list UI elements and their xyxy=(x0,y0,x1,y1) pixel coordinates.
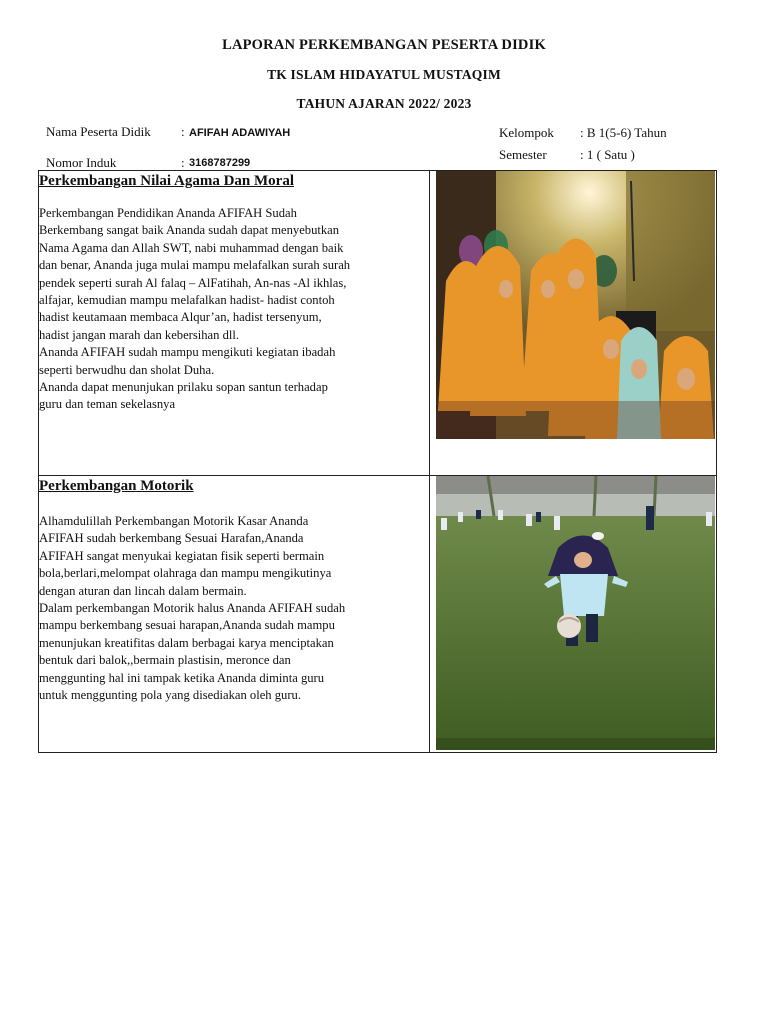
student-name-sep: : xyxy=(181,124,185,139)
motoric-body: Alhamdulillah Perkembangan Motorik Kasar Ananda AFIFAH sudah berkembang Sesuai Harafan,Ananda AFIFAH sangat menyukai kegiatan fisik seperti bermain bola,berlari,melompat olahraga dan mampu mengikutinya dengan aturan dan lincah dalam bermain. Dalam perkembangan Motorik halus Ananda AFIFAH sudah mampu berkembang sesuai harapan,Ananda sudah mampu menunjukan kreatifitas dalam berbagai karya menciptakan bentuk dari balok,,bermain plastisin, meronce dan menggunting hal ini tampak ketika Ananda diminta guru untuk menggunting pola yang disediakan oleh guru. xyxy=(39,514,346,703)
semester-value: : 1 ( Satu ) xyxy=(580,147,635,162)
group-label: Kelompok xyxy=(499,125,554,140)
academic-year: TAHUN AJARAN 2022/ 2023 xyxy=(296,96,472,111)
section-row-religious-moral xyxy=(39,171,717,476)
children-praying-photo xyxy=(436,171,715,439)
motoric-text-cell xyxy=(39,476,430,753)
motoric-photo-cell xyxy=(430,476,717,753)
development-report-table xyxy=(38,170,717,753)
report-title: LAPORAN PERKEMBANGAN PESERTA DIDIK xyxy=(222,37,546,53)
section-row-motoric xyxy=(39,476,717,753)
student-id-label: Nomor Induk xyxy=(46,155,117,170)
student-id-value: 3168787299 xyxy=(189,157,251,169)
student-id-sep: : xyxy=(181,155,185,170)
religious-moral-body: Perkembangan Pendidikan Ananda AFIFAH Sudah Berkembang sangat baik Ananda sudah dapat menyebutkan Nama Agama dan Allah SWT, nabi muhammad dengan baik dan benar, Ananda juga mulai mampu melafalkan surah surah pendek seperti surah Al falaq – AlFatihah, An-nas -Al ikhlas, alfajar, kemudian mampu melafalkan hadist- hadist contoh hadist keutamaan membaca Alqur’an, hadist tersenyum, hadist jangan marah dan kebersihan dll. Ananda AFIFAH sudah mampu mengikuti kegiatan ibadah seperti berwudhu dan sholat Duha. Ananda dapat menunjukan prilaku sopan santun terhadap guru dan teman sekelasnya xyxy=(39,206,351,412)
group-value: : B 1(5-6) Tahun xyxy=(580,125,667,140)
religious-moral-text-cell xyxy=(39,171,430,476)
child-playing-football-photo xyxy=(436,476,715,750)
student-name-label: Nama Peserta Didik xyxy=(46,124,151,139)
motoric-heading: Perkembangan Motorik xyxy=(39,478,194,494)
school-name: TK ISLAM HIDAYATUL MUSTAQIM xyxy=(267,67,501,82)
religious-moral-heading: Perkembangan Nilai Agama Dan Moral xyxy=(39,173,294,189)
religious-moral-photo-cell xyxy=(430,171,717,476)
semester-label: Semester xyxy=(499,147,547,162)
student-name-value: AFIFAH ADAWIYAH xyxy=(189,127,291,139)
